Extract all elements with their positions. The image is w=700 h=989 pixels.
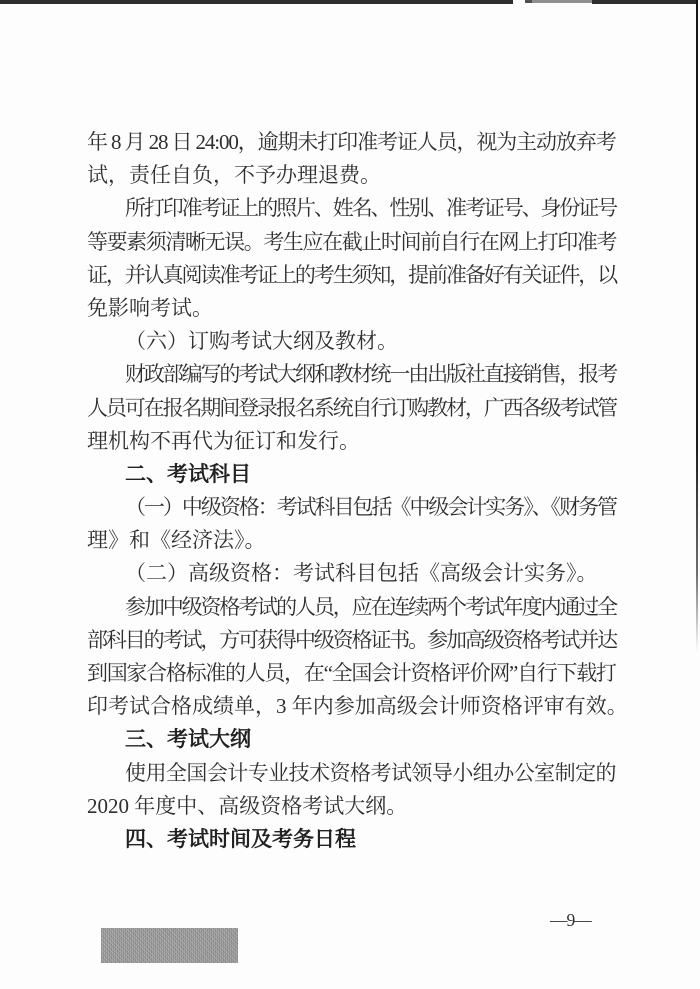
- text-line: 参加中级资格考试的人员，应在连续两个考试年度内通过全: [125, 594, 616, 619]
- text-line: 理机构不再代为征订和发行。: [87, 428, 360, 453]
- text-line: 证，并认真阅读准考证上的考生须知，提前准备好有关证件，以: [87, 262, 616, 287]
- text-block: [87, 126, 628, 856]
- scan-top-edge-segment: [532, 0, 592, 3]
- text-line: 等要素须清晰无误。考生应在截止时间前自行在网上打印准考: [87, 229, 616, 254]
- scan-top-edge-segment: [592, 0, 697, 4]
- scan-top-edge-segment: [0, 0, 513, 4]
- text-line: 财政部编写的考试大纲和教材统一由出版社直接销售，报考: [125, 362, 616, 387]
- text-line: （六）订购考试大纲及教材。: [125, 329, 398, 354]
- text-line: 免影响考试。: [87, 295, 213, 320]
- text-line: 部科目的考试，方可获得中级资格证书。参加高级资格考试并达: [87, 627, 616, 652]
- text-line: 使用全国会计专业技术资格考试领导小组办公室制定的: [125, 760, 616, 785]
- text-line: （二）高级资格：考试科目包括《高级会计实务》。: [125, 561, 598, 586]
- text-line: 到国家合格标准的人员，在“全国会计资格评价网”自行下载打: [87, 661, 616, 685]
- page-number: —9—: [550, 910, 591, 930]
- section-heading-line: 二、考试科目: [125, 462, 251, 486]
- text-line: 印考试合格成绩单，3 年内参加高级会计师资格评审有效。: [87, 694, 628, 719]
- text-line: （一）中级资格：考试科目包括《中级会计实务》、《财务管: [125, 495, 616, 520]
- text-line: 人员可在报名期间登录报名系统自行订购教材，广西各级考试管: [87, 395, 616, 420]
- text-line: 年 8 月 28 日 24:00，逾期未打印准考证人员，视为主动放弃考: [87, 130, 616, 154]
- section-heading-line: 三、考试大纲: [125, 728, 251, 752]
- scan-right-edge: [696, 0, 698, 652]
- section-heading-line: 四、考试时间及考务日程: [125, 827, 356, 851]
- scan-top-edge-segment: [525, 0, 532, 3]
- scan-smudge: [101, 928, 238, 963]
- text-line: 2020 年度中、高级资格考试大纲。: [87, 793, 408, 818]
- text-line: 试，责任自负，不予办理退费。: [87, 163, 381, 188]
- text-line: 所打印准考证上的照片、姓名、性别、准考证号、身份证号: [125, 196, 616, 221]
- text-line: 理》和《经济法》。: [87, 528, 266, 553]
